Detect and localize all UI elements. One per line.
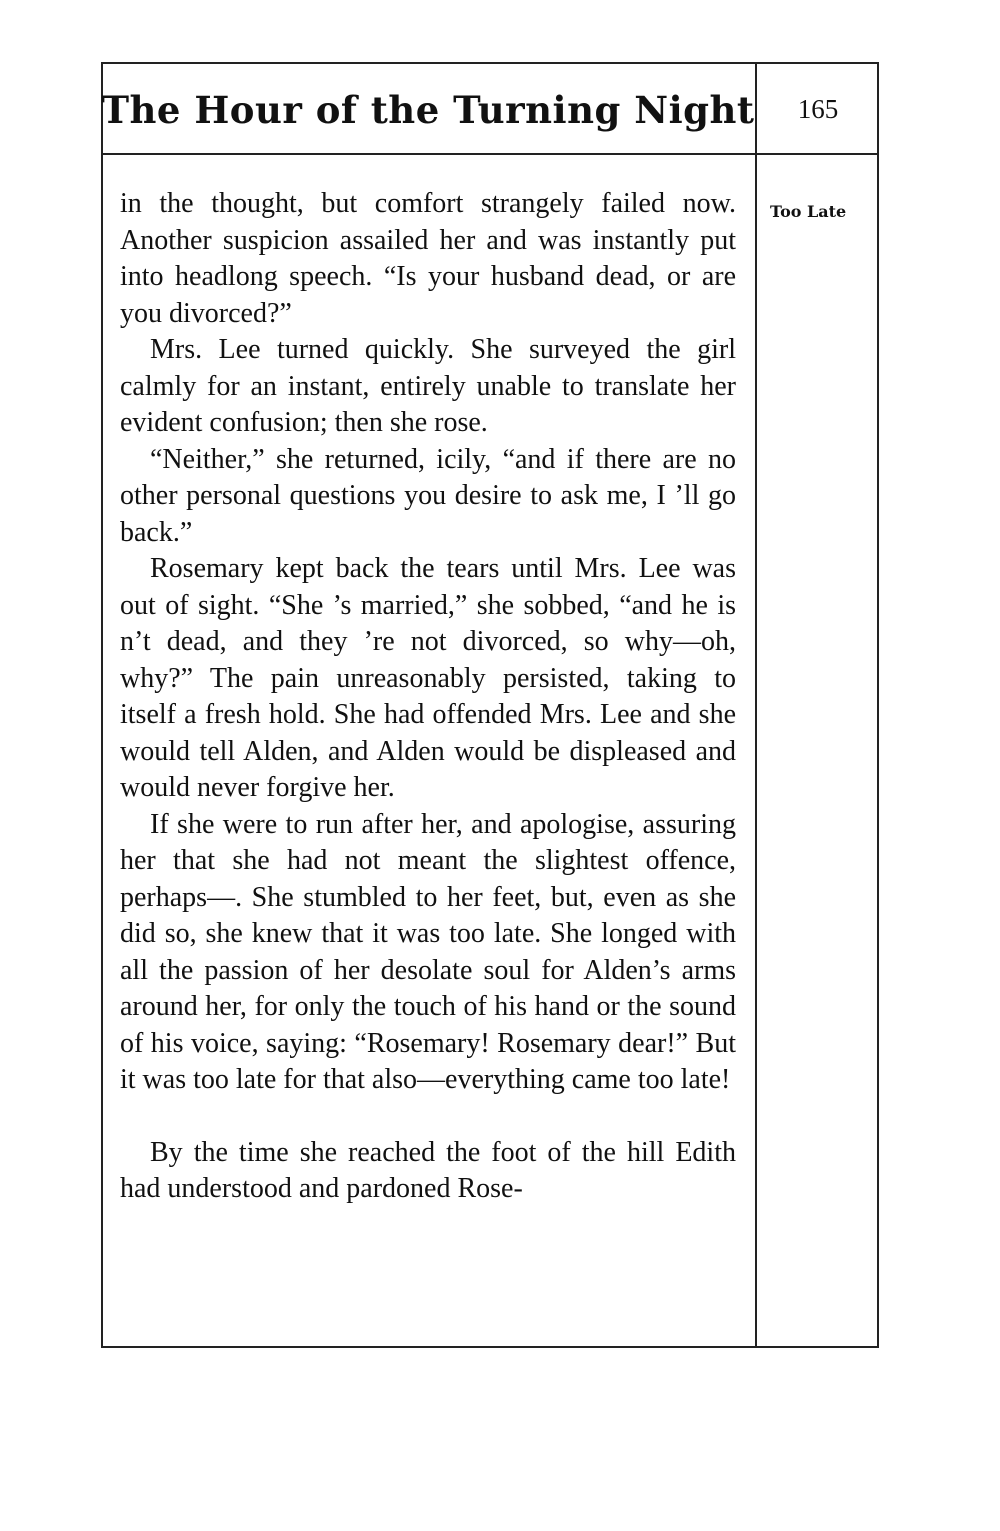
paragraph: Mrs. Lee turned quickly. She surveyed the girl calmly for an instant, entirely unable to translate her evident confusion; then she rose.: [120, 334, 736, 438]
body-text: [120, 186, 736, 1208]
paragraph: “Neither,” she returned, icily, “and if there are no other personal questions you desire to ask me, I ’ll go back.”: [120, 443, 736, 548]
page-number: 165: [797, 94, 839, 124]
paragraph: in the thought, but comfort strangely failed now. Another suspicion assailed her and was instantly put into headlong speech. “Is your husband dead, or are you divorced?”: [120, 188, 736, 329]
running-title: The Hour of the Turning Night: [101, 88, 755, 132]
paragraph: By the time she reached the foot of the hill Edith had understood and pardoned Rose-: [120, 1136, 736, 1204]
margin-column-rule: [755, 62, 757, 1348]
paragraph: Rosemary kept back the tears until Mrs. Lee was out of sight. “She ’s married,” she sobbed, “and he is n’t dead, and they ’re not divorced, so why—oh, why?” The pain unreasonably persisted, taking to itself a fresh hold. She had offended Mrs. Lee and she would tell Alden, and Alden would be displeased and would never forgive her.: [120, 553, 736, 803]
paragraph: If she were to run after her, and apologise, assuring her that she had not meant the slightest offence, perhaps—. She stumbled to her feet, but, even as she did so, she knew that it was too late. She longed with all the passion of her desolate soul for Alden’s arms around her, for only the touch of his hand or the sound of his voice, saying: “Rosemary! Rosemary dear!” But it was too late for that also—everything came too late!: [120, 808, 736, 1095]
header-rule: [101, 153, 879, 155]
margin-note: Too Late: [770, 202, 847, 221]
